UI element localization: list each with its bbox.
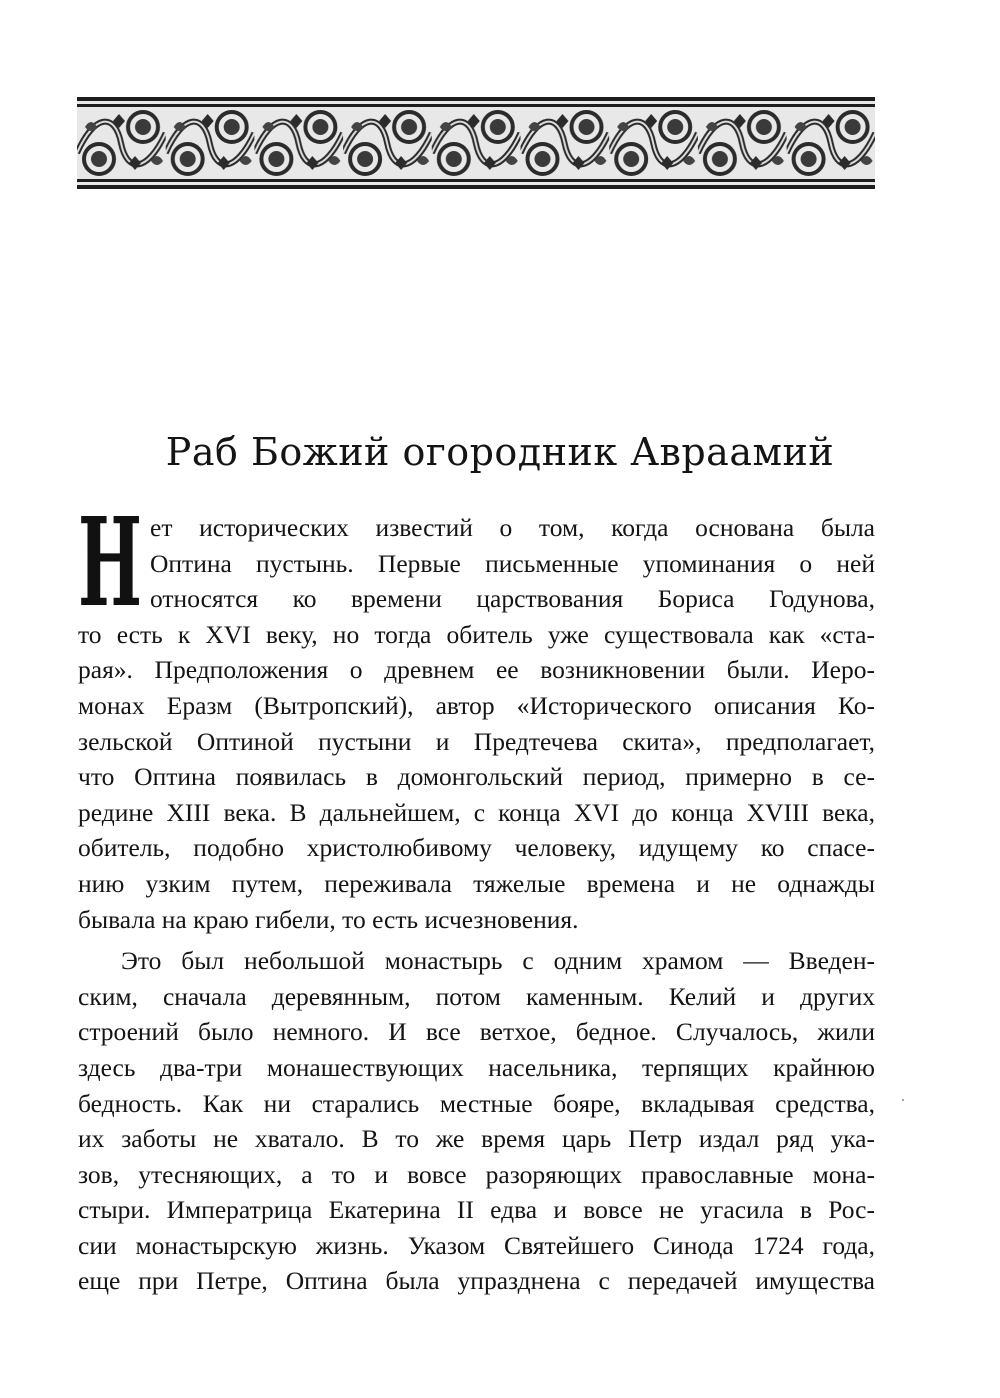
text-line: обитель, подобно христолюбивому человеку, идущему ко спасе- <box>78 833 875 863</box>
body-text <box>78 490 875 1299</box>
text-line: рая». Предположения о древнем ее возникновении были. Иеро- <box>78 655 875 685</box>
drop-cap-glyph: Н <box>78 490 142 634</box>
text-line: нию узким путем, переживала тяжелые времена и не однажды <box>78 868 875 898</box>
text-line: относятся ко времени царствования Бориса Годунова, <box>150 584 875 614</box>
text-line: Оптина пустынь. Первые письменные упоминания о ней <box>150 548 875 578</box>
text-line: Это был небольшой монастырь с одним храмом — Введен- <box>121 946 875 976</box>
text-line: сии монастырскую жизнь. Указом Святейшего Синода 1724 года, <box>78 1230 875 1260</box>
text-line: ет исторических известий о том, когда основана была <box>150 513 875 542</box>
paragraph-1 <box>78 510 875 937</box>
text-line: то есть к XVI веку, но тогда обитель уже существовала как «ста- <box>78 619 875 649</box>
text-line: стыри. Императрица Екатерина II едва и вовсе не угасила в Рос- <box>78 1195 875 1225</box>
text-line: редине XIII века. В дальнейшем, с конца XVI до конца XVIII века, <box>78 797 875 827</box>
text-line: здесь два-три монашествующих насельника, терпящих крайнюю <box>78 1052 875 1082</box>
text-line: зов, утесняющих, а то и вовсе разоряющих православные мона- <box>78 1159 875 1189</box>
chapter-title: Раб Божий огородник Авраамий <box>165 430 835 474</box>
text-line: ским, сначала деревянным, потом каменным. Келий и других <box>78 981 875 1011</box>
text-line: бывала на краю гибели, то есть исчезновения. <box>78 904 579 934</box>
text-line: монах Еразм (Вытропский), автор «Исторического описания Ко- <box>78 690 875 720</box>
drop-cap-letter <box>78 490 142 634</box>
text-line: что Оптина появилась в домонгольский период, примерно в се- <box>78 762 875 792</box>
text-line: еще при Петре, Оптина была упразднена с передачей имущества <box>78 1266 875 1296</box>
text-line: их заботы не хватало. В то же время царь Петр издал ряд ука- <box>78 1124 875 1154</box>
print-speck <box>902 1099 904 1101</box>
text-line: зельской Оптиной пустыни и Предтечева скита», предполагает, <box>78 726 875 756</box>
paragraph-2 <box>78 943 875 1299</box>
vine-ornament-icon <box>77 97 875 189</box>
text-line: строений было немного. И все ветхое, бедное. Случалось, жили <box>78 1017 875 1047</box>
text-line: бедность. Как ни старались местные бояре, вкладывая средства, <box>78 1088 875 1118</box>
